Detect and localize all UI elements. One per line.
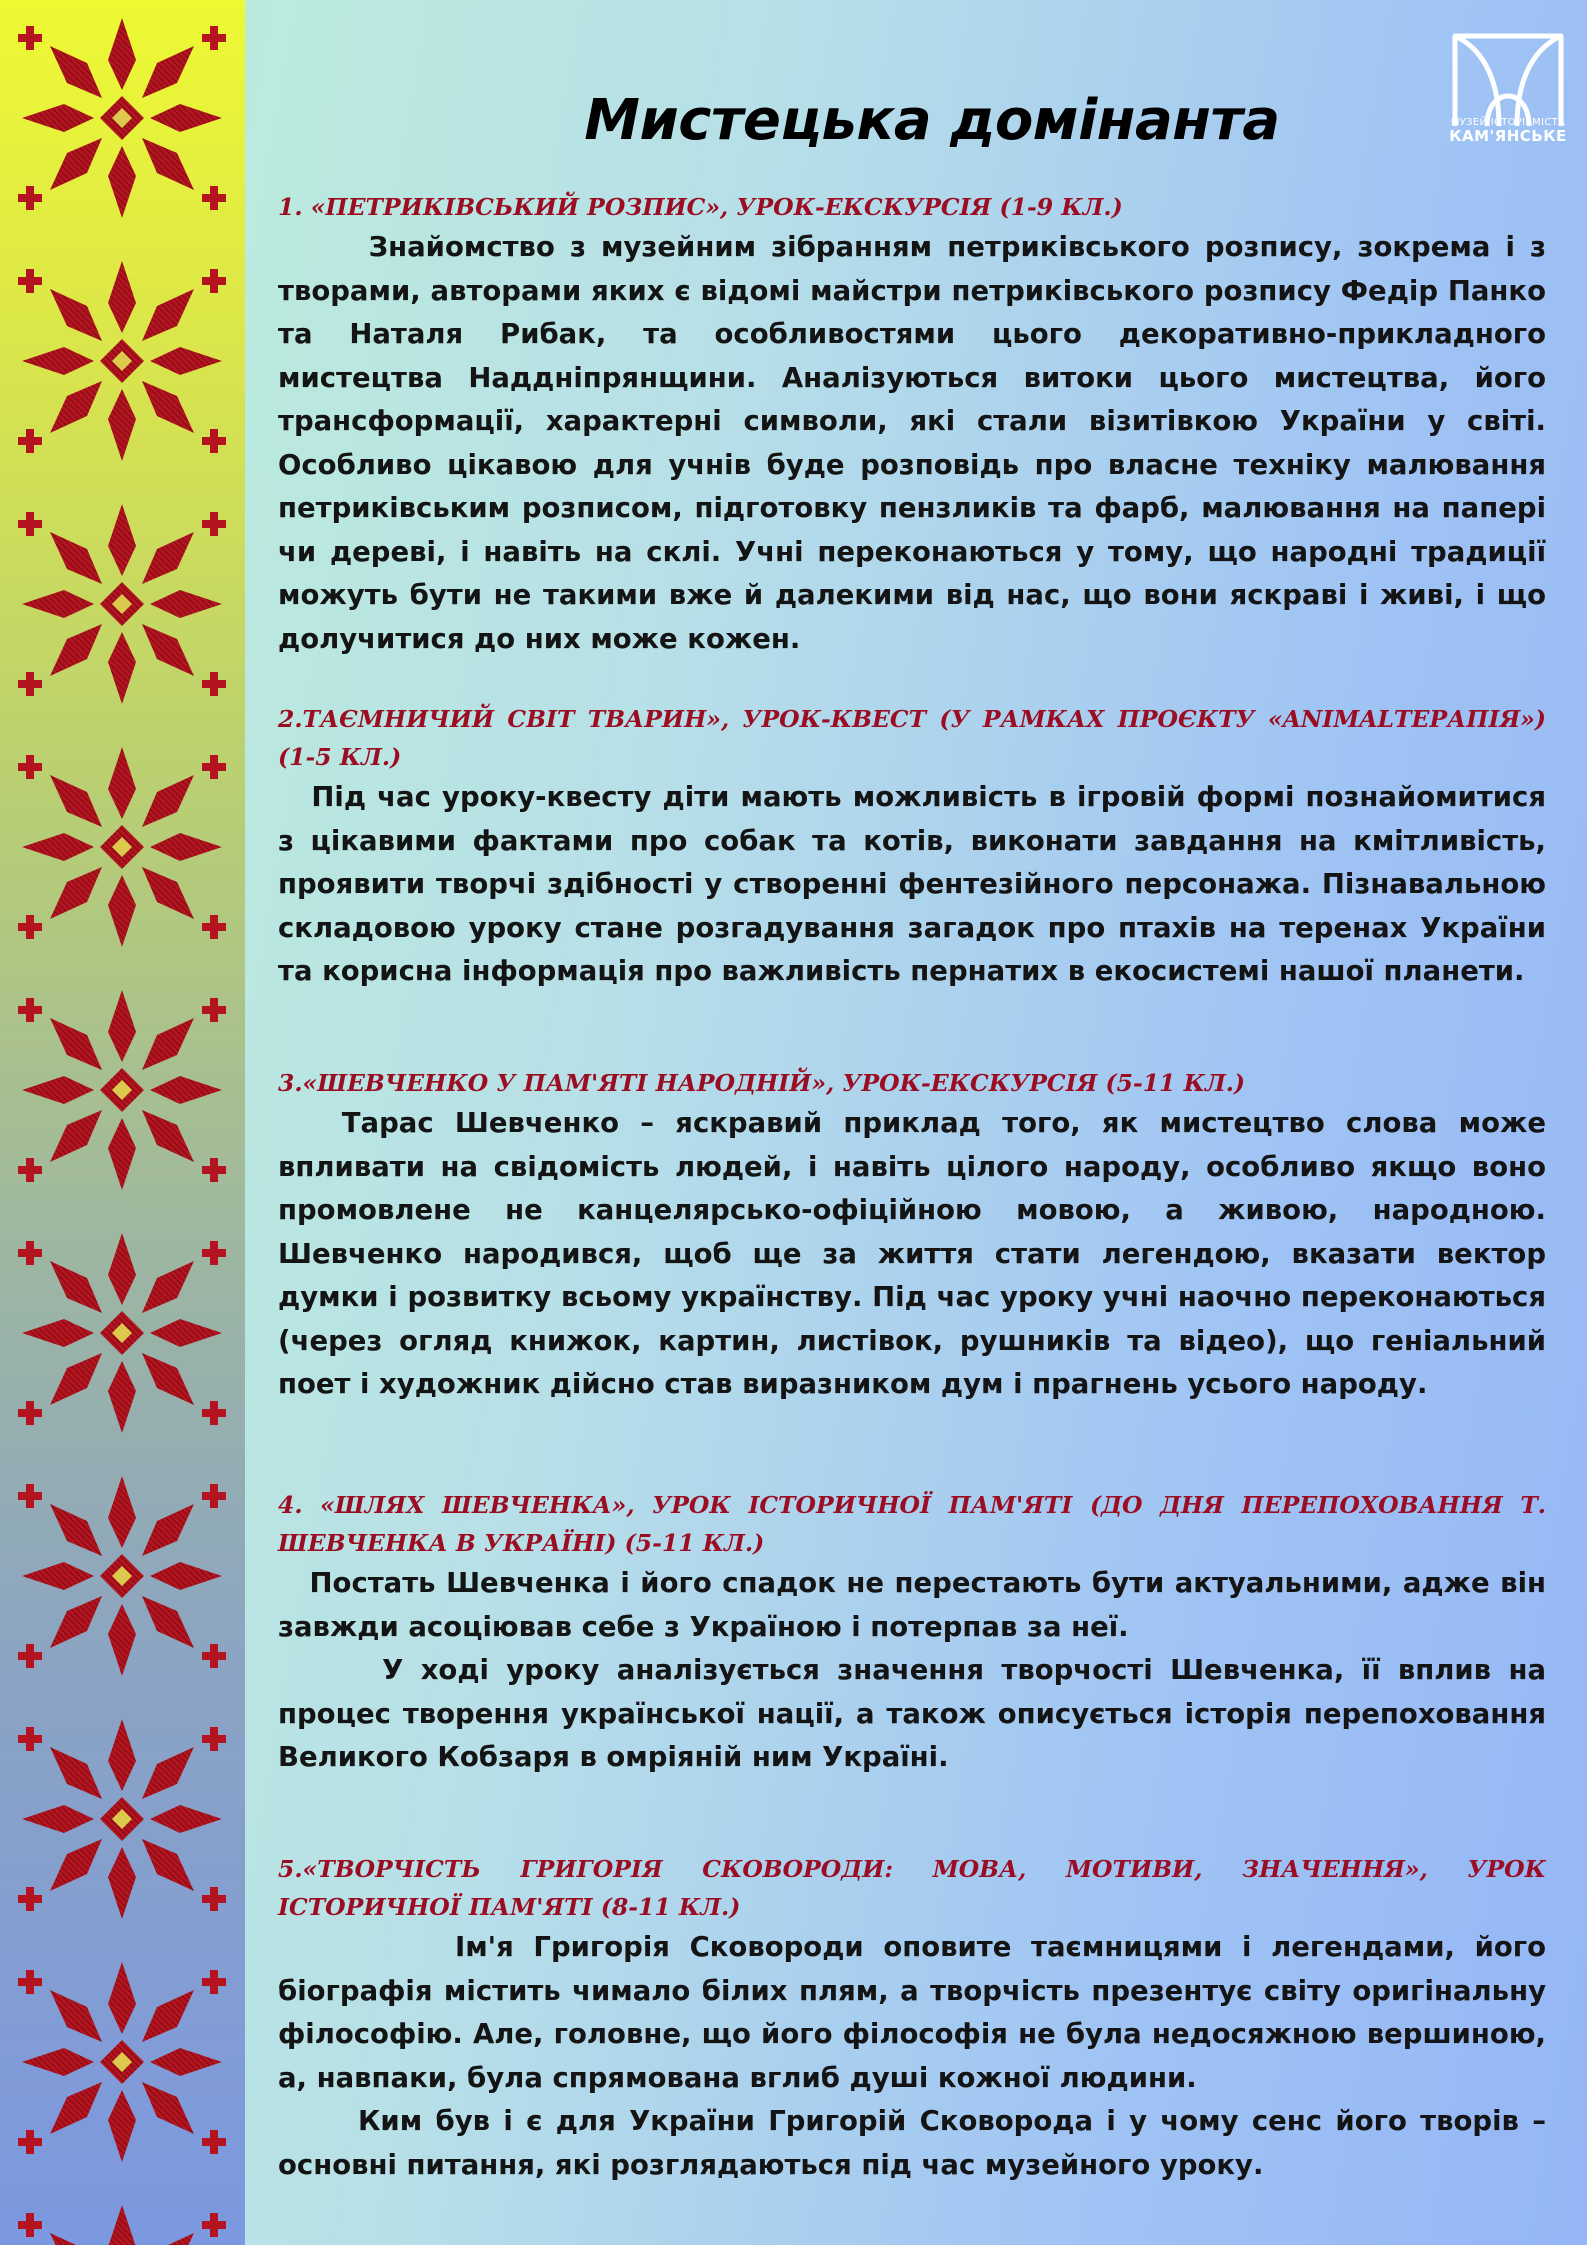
- section-paragraph: Постать Шевченка і його спадок не перестають бути актуальними, адже він завжди асоціював себе з Україною і потерпав за неї.: [278, 1567, 1556, 1643]
- embroidery-motif: [18, 261, 226, 461]
- section-skovoroda: [278, 1850, 1556, 2187]
- section-shevchenko-path: [278, 1486, 1556, 1780]
- section-paragraph: У ході уроку аналізується значення творчості Шевченка, її вплив на процес творення української нації, а також описується історія перепоховання Великого Кобзаря в омріяній ним Україні.: [278, 1654, 1556, 1773]
- section-heading: 5.«ТВОРЧІСТЬ ГРИГОРІЯ СКОВОРОДИ: МОВА, МОТИВИ, ЗНАЧЕННЯ», УРОК ІСТОРИЧНОЇ ПАМ'ЯТІ (8-11 КЛ.): [278, 1855, 1546, 1921]
- embroidery-motif: [18, 1962, 226, 2162]
- embroidery-motif: [18, 747, 226, 947]
- section-paragraph: Ім'я Григорія Сковороди оповите таємницями і легендами, його біографія містить чимало білих плям, а творчість презентує світу оригінальну філософію. Але, головне, що його філософія не була недосяжною вершиною, а, навпаки, була спрямована вглиб душі кожної людини.: [278, 1931, 1556, 2094]
- section-shevchenko-memory: [278, 1064, 1556, 1407]
- page-title: Мистецька домінанта: [584, 88, 1280, 153]
- embroidery-motif: [18, 18, 226, 218]
- logo-caption-line2: КАМ'ЯНСЬКЕ: [1449, 126, 1567, 145]
- section-heading: 3.«ШЕВЧЕНКО У ПАМ'ЯТІ НАРОДНІЙ», УРОК-ЕКСКУРСІЯ (5-11 КЛ.): [278, 1069, 1246, 1097]
- embroidery-motif: [18, 504, 226, 704]
- logo-caption-line1: МУЗЕЙ ІСТОРІЇ МІСТА: [1450, 117, 1566, 128]
- embroidery-motif: [18, 2205, 226, 2245]
- section-paragraph: Знайомство з музейним зібранням петриківського розпису, зокрема і з творами, авторами яких є відомі майстри петриківського розпису Федір Панко та Наталя Рибак, та особливостями цього декоративно-прикладного мистецтва Наддніпрянщини. Аналізуються витоки цього мистецтва, його трансформації, характерні символи, які стали візитівкою України у світі. Особливо цікавою для учнів буде розповідь про власне техніку малювання петриківським розписом, підготовку пензликів та фарб, малювання на папері чи дереві, і навіть на склі. Учні переконаються у тому, що народні традиції можуть бути не такими вже й далекими від нас, що вони яскраві і живі, і що долучитися до них може кожен.: [278, 231, 1556, 655]
- section-animals: [278, 700, 1556, 994]
- section-heading: 1. «ПЕТРИКІВСЬКИЙ РОЗПИС», УРОК-ЕКСКУРСІЯ (1-9 КЛ.): [278, 193, 1123, 221]
- main-content: [278, 0, 1556, 2181]
- section-paragraph: Тарас Шевченко – яскравий приклад того, як мистецтво слова може впливати на свідомість людей, і навіть цілого народу, особливо якщо воно промовлене не канцелярсько-офіційною мовою, а живою, народною. Шевченко народився, щоб ще за життя стати легендою, вказати вектор думки і розвитку всьому українству. Під час уроку учні наочно переконаються (через огляд книжок, картин, листівок, рушників та відео), що геніальний поет і художник дійсно став виразником дум і прагнень усього народу.: [278, 1107, 1556, 1400]
- embroidery-motif: [18, 990, 226, 1190]
- section-petrykivka: [278, 188, 1556, 661]
- section-heading: 4. «ШЛЯХ ШЕВЧЕНКА», УРОК ІСТОРИЧНОЇ ПАМ'ЯТІ (ДО ДНЯ ПЕРЕПОХОВАННЯ Т. ШЕВЧЕНКА В УКРАЇНІ) (5-11 КЛ.): [278, 1491, 1546, 1557]
- embroidery-strip: [0, 0, 245, 2245]
- embroidery-motif: [18, 1233, 226, 1433]
- section-heading: 2.ТАЄМНИЧИЙ СВІТ ТВАРИН», УРОК-КВЕСТ (У РАМКАХ ПРОЄКТУ «ANIMALТЕРАПІЯ») (1-5 КЛ.): [278, 705, 1546, 771]
- embroidery-ornament-icon: [0, 0, 245, 2245]
- embroidery-motif: [18, 1476, 226, 1676]
- section-paragraph: Ким був і є для України Григорій Сковорода і у чому сенс його творів – основні питання, які розглядаються під час музейного уроку.: [278, 2105, 1556, 2181]
- embroidery-motif: [18, 1719, 226, 1919]
- section-paragraph: Під час уроку-квесту діти мають можливість в ігровій формі познайомитися з цікавими фактами про собак та котів, виконати завдання на кмітливість, проявити творчі здібності у створенні фентезійного персонажа. Пізнавальною складовою уроку стане розгадування загадок про птахів на теренах України та корисна інформація про важливість пернатих в екосистемі нашої планети.: [278, 781, 1556, 987]
